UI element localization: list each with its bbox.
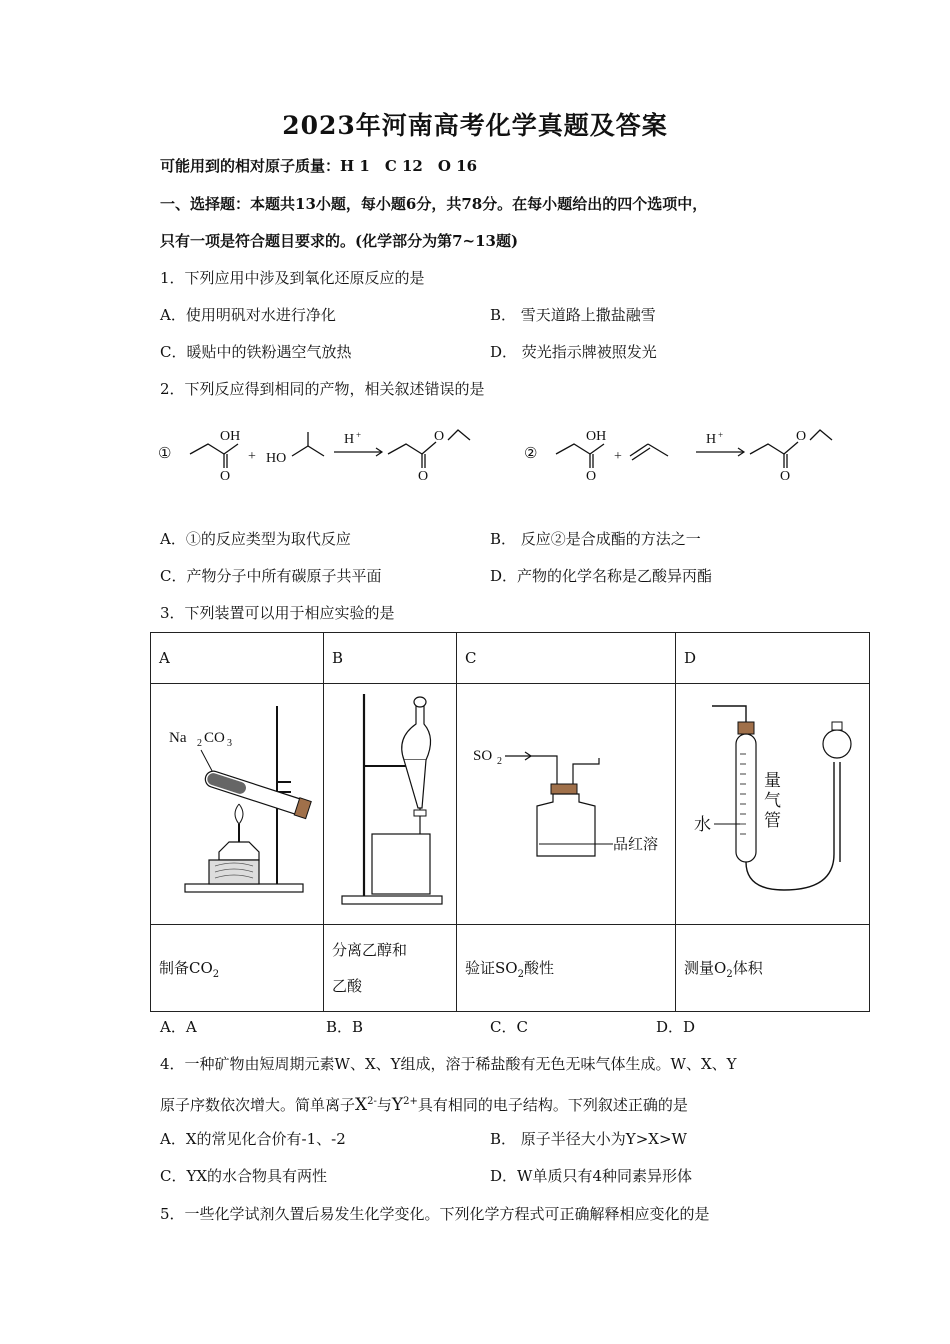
guan-label: 管 [764, 811, 781, 830]
gas-measuring-tube-figure [684, 684, 861, 920]
qi-label: 气 [764, 791, 781, 810]
svg-text:3: 3 [227, 738, 232, 749]
section-header-line-1: 一、选择题：本题共13小题，每小题6分，共78分。在每小题给出的四个选项中， [160, 195, 708, 213]
na2co3-label: Na [169, 730, 187, 746]
apparatus-c-cell [457, 684, 676, 925]
q4-option-d: D．W单质只有4种同素异形体 [490, 1167, 692, 1185]
reaction-2-label: ② [524, 446, 538, 462]
q1-option-a: A．使用明矾对水进行净化 [160, 306, 336, 324]
atomic-mass-line: 可能用到的相对原子质量：H 1 C 12 O 16 [160, 157, 478, 175]
o-carbonyl-label-1: O [418, 469, 429, 484]
catalyst-label-2: H [706, 432, 717, 447]
isopropanol-structure [292, 432, 324, 456]
ester-product-structure-2 [750, 430, 832, 468]
q2-option-b: B． 反应②是合成酯的方法之一 [490, 530, 701, 548]
svg-text:2: 2 [197, 738, 202, 749]
oh-label-1: OH [220, 429, 241, 444]
separatory-funnel-figure [332, 684, 448, 920]
heating-apparatus-figure [159, 684, 315, 920]
col-header-c: C [457, 633, 676, 684]
catalyst-label-1: H [344, 432, 355, 447]
plus-sign-2: + [614, 449, 622, 464]
reaction-arrow-2 [696, 448, 744, 456]
water-label: 水 [694, 815, 711, 834]
q4-option-c: C．YX的水合物具有两性 [160, 1167, 328, 1185]
q2-stem: 2．下列反应得到相同的产物，相关叙述错误的是 [160, 380, 485, 398]
svg-text:+: + [718, 430, 724, 440]
o-carbonyl-label-2: O [780, 469, 791, 484]
apparatus-b-cell [324, 684, 457, 925]
liang-label: 量 [764, 771, 781, 790]
q1-option-c: C．暖贴中的铁粉遇空气放热 [160, 343, 352, 361]
o-ester-label-2: O [796, 429, 807, 444]
apparatus-table [150, 632, 870, 1012]
q1-stem: 1．下列应用中涉及到氧化还原反应的是 [160, 269, 425, 287]
page-title: 2023年河南高考化学真题及答案 [282, 111, 668, 140]
ester-product-structure-1 [388, 430, 470, 468]
q4-stem-line-2: 原子序数依次增大。简单离子$X^{2-}$与$Y^{2+}$具有相同的电子结构。下列叙述正确的是 [160, 1095, 688, 1115]
q4-option-a: A．X的常见化合价有-1、-2 [160, 1130, 346, 1148]
ho-label: HO [266, 451, 287, 466]
o-label-1: O [220, 469, 231, 484]
so2-label: SO [473, 748, 493, 764]
acetic-acid-structure-1 [190, 444, 238, 468]
apparatus-a-cell [151, 684, 324, 925]
q1-option-b: B． 雪天道路上撒盐融雪 [490, 306, 656, 324]
caption-a: 制备$CO_2$ [151, 925, 324, 1012]
reaction-arrow-1 [334, 448, 382, 456]
q3-option-c: C．C [490, 1018, 528, 1036]
q2-option-c: C．产物分子中所有碳原子共平面 [160, 567, 382, 585]
acetic-acid-structure-2 [556, 444, 604, 468]
q2-option-d: D．产物的化学名称是乙酸异丙酯 [490, 567, 713, 585]
q2-reaction-diagram [158, 418, 838, 508]
gas-wash-bottle-figure [465, 684, 667, 920]
pinhong-label: 品红溶 [613, 837, 659, 853]
svg-text:CO: CO [204, 730, 225, 746]
svg-text:2: 2 [497, 756, 502, 767]
plus-sign-1: + [248, 449, 256, 464]
q3-option-b: B．B [326, 1018, 364, 1036]
apparatus-d-cell [676, 684, 870, 925]
col-header-a: A [151, 633, 324, 684]
o-ester-label-1: O [434, 429, 445, 444]
q3-option-a: A．A [160, 1018, 197, 1036]
q1-option-d: D． 荧光指示牌被照发光 [490, 343, 657, 361]
col-header-b: B [324, 633, 457, 684]
o-label-2: O [586, 469, 597, 484]
q2-option-a: A．①的反应类型为取代反应 [160, 530, 351, 548]
svg-text:+: + [356, 430, 362, 440]
q3-option-d: D．D [656, 1018, 696, 1036]
propene-structure [630, 444, 668, 460]
caption-c: 验证$SO_2$酸性 [457, 925, 676, 1012]
reaction-1-label: ① [158, 446, 172, 462]
q4-stem-line-1: 4．一种矿物由短周期元素W、X、Y组成，溶于稀盐酸有无色无味气体生成。W、X、Y [160, 1055, 737, 1073]
q5-stem: 5．一些化学试剂久置后易发生化学变化。下列化学方程式可正确解释相应变化的是 [160, 1205, 710, 1223]
q4-option-b: B． 原子半径大小为Y>X>W [490, 1130, 687, 1148]
caption-d: 测量$O_2$体积 [676, 925, 870, 1012]
section-header-line-2: 只有一项是符合题目要求的。(化学部分为第7~13题) [160, 232, 519, 250]
oh-label-2: OH [586, 429, 607, 444]
caption-b: 分离乙醇和 乙酸 [324, 925, 457, 1012]
q3-stem: 3．下列装置可以用于相应实验的是 [160, 604, 395, 622]
col-header-d: D [676, 633, 870, 684]
